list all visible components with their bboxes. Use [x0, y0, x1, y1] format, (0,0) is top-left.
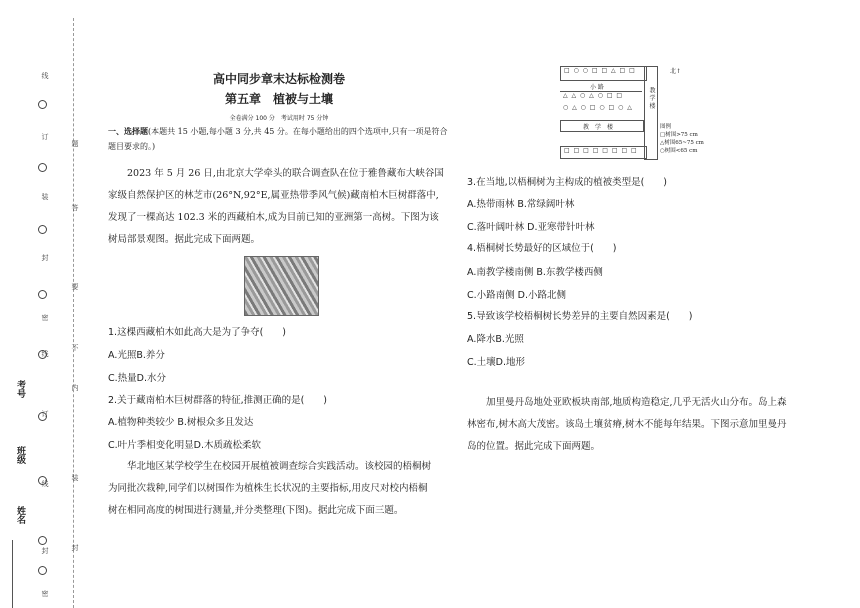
margin-rule [12, 540, 13, 608]
margin-char: 装 [41, 193, 49, 200]
exam-meta: 全卷满分 100 分 考试用时 75 分钟 [229, 115, 329, 122]
question-1-options-cd: C.热量D.水分 [108, 373, 166, 384]
margin-circle [38, 225, 47, 234]
east-building-label: 教 学 楼 [648, 87, 655, 109]
margin-char: 题 [71, 140, 79, 147]
margin-circle [38, 476, 47, 485]
question-1-options-ab: A.光照B.养分 [108, 350, 165, 361]
margin-char: 不 [71, 344, 79, 351]
north-arrow-icon: ↑ [676, 68, 682, 75]
margin-char: 装 [71, 474, 79, 481]
passage-line: 加里曼丹岛地处亚欧板块南部,地质构造稳定,几乎无活火山分布。岛上森 [467, 397, 787, 408]
passage-line: 林密布,树木高大茂密。该岛土壤贫瘠,树木不能每年结果。下图示意加里曼丹 [467, 419, 787, 430]
question-5-options-ab: A.降水B.光照 [467, 334, 524, 345]
question-2-options-cd: C.叶片季相变化明显D.木质疏松柔软 [108, 440, 261, 451]
margin-circle [38, 163, 47, 172]
passage-line: 华北地区某学校学生在校园开展植被调查综合实践活动。该校园的梧桐树 [108, 461, 432, 472]
margin-circle [38, 100, 47, 109]
section-instructions [108, 124, 452, 154]
margin-circle [38, 536, 47, 545]
margin-char: 密 [41, 314, 49, 321]
question-2-options-ab: A.植物种类较少 B.树根众多且发达 [108, 417, 254, 428]
exam-number-label: 考号 [15, 380, 25, 398]
legend-title: 图例 [660, 124, 672, 130]
passage-line: 树在相同高度的树围进行测量,并分类整理(下图)。据此完成下面三题。 [108, 505, 404, 516]
class-label: 班级 [15, 446, 25, 464]
margin-char: 答 [71, 204, 79, 211]
margin-circle [38, 290, 47, 299]
margin-char: 要 [71, 283, 79, 290]
tree-row-4: □ □ □ □ □ □ □ □ [560, 146, 647, 159]
legend-item-medium: △树围65~75 cm [660, 140, 704, 146]
tree-row-1: □ ○ ○ □ □ △ □ □ [560, 66, 647, 81]
road-label: 小 路 [590, 84, 604, 91]
margin-char: 封 [71, 544, 79, 551]
passage-line: 家级自然保护区的林芝市(26°N,92°E,属亚热带季风气候)藏南柏木巨树群落中, [108, 190, 439, 201]
margin-char: 线 [41, 480, 49, 487]
page-title: 高中同步章末达标检测卷 [212, 72, 345, 86]
question-3-options-cd: C.落叶阔叶林 D.亚寒带针叶林 [467, 222, 595, 233]
margin-circle [38, 350, 47, 359]
margin-circle [38, 412, 47, 421]
tree-photo [244, 256, 319, 316]
tree-row-2: △ △ ○ △ ○ □ □ [563, 92, 624, 99]
road [560, 80, 642, 92]
legend-item-large: □树围>75 cm [660, 132, 698, 138]
campus-tree-diagram [560, 66, 710, 164]
question-4-stem: 4.梧桐树长势最好的区域位于( ) [467, 243, 617, 254]
north-label: 北 [670, 68, 677, 75]
binding-line [73, 18, 74, 608]
margin-char: 封 [41, 547, 49, 554]
tree-row-3: ○ △ ○ □ ○ □ ○ △ [563, 104, 633, 111]
margin-char: 订 [41, 410, 49, 417]
south-building-label: 教 学 楼 [583, 124, 614, 131]
margin-char: 内 [71, 384, 79, 391]
margin-char: 密 [41, 590, 49, 597]
margin-char: 线 [41, 350, 49, 357]
section-heading: 一、选择题 [108, 126, 148, 136]
passage-line: 为同批次栽种,同学们以树围作为植株生长状况的主要指标,用皮尺对校内梧桐 [108, 483, 428, 494]
south-building [560, 120, 644, 132]
margin-char: 订 [41, 133, 49, 140]
legend-item-small: ○树围<65 cm [660, 148, 698, 154]
question-2-stem: 2.关于藏南柏木巨树群落的特征,推测正确的是( ) [108, 395, 327, 406]
question-5-stem: 5.导致该学校梧桐树长势差异的主要自然因素是( ) [467, 311, 693, 322]
chapter-title: 第五章 植被与土壤 [224, 92, 333, 106]
legend [660, 123, 704, 155]
name-label: 姓名 [15, 506, 25, 524]
margin-circle [38, 566, 47, 575]
question-4-options-cd: C.小路南侧 D.小路北侧 [467, 290, 567, 301]
question-3-stem: 3.在当地,以梧桐树为主构成的植被类型是( ) [467, 177, 667, 188]
passage-line: 发现了一棵高达 102.3 米的西藏柏木,成为目前已知的亚洲第一高树。下图为该 [108, 212, 439, 223]
passage-line: 岛的位置。据此完成下面两题。 [467, 441, 601, 452]
passage-line: 2023 年 5 月 26 日,由北京大学牵头的联合调查队在位于雅鲁藏布大峡谷国 [108, 168, 444, 179]
margin-char: 封 [41, 254, 49, 261]
question-3-options-ab: A.热带雨林 B.常绿阔叶林 [467, 199, 575, 210]
passage-line: 树局部景观图。据此完成下面两题。 [108, 234, 261, 245]
east-building [644, 66, 658, 160]
section-note: (本题共 15 小题,每小题 3 分,共 45 分。在每小题给出的四个选项中,只有一项是符合题目要求的。) [108, 127, 448, 151]
north-arrow [670, 66, 681, 75]
margin-char: 线 [41, 72, 49, 79]
question-4-options-ab: A.南教学楼南侧 B.东教学楼西侧 [467, 267, 603, 278]
question-1-stem: 1.这棵西藏柏木如此高大是为了争夺( ) [108, 327, 286, 338]
question-5-options-cd: C.土壤D.地形 [467, 357, 525, 368]
